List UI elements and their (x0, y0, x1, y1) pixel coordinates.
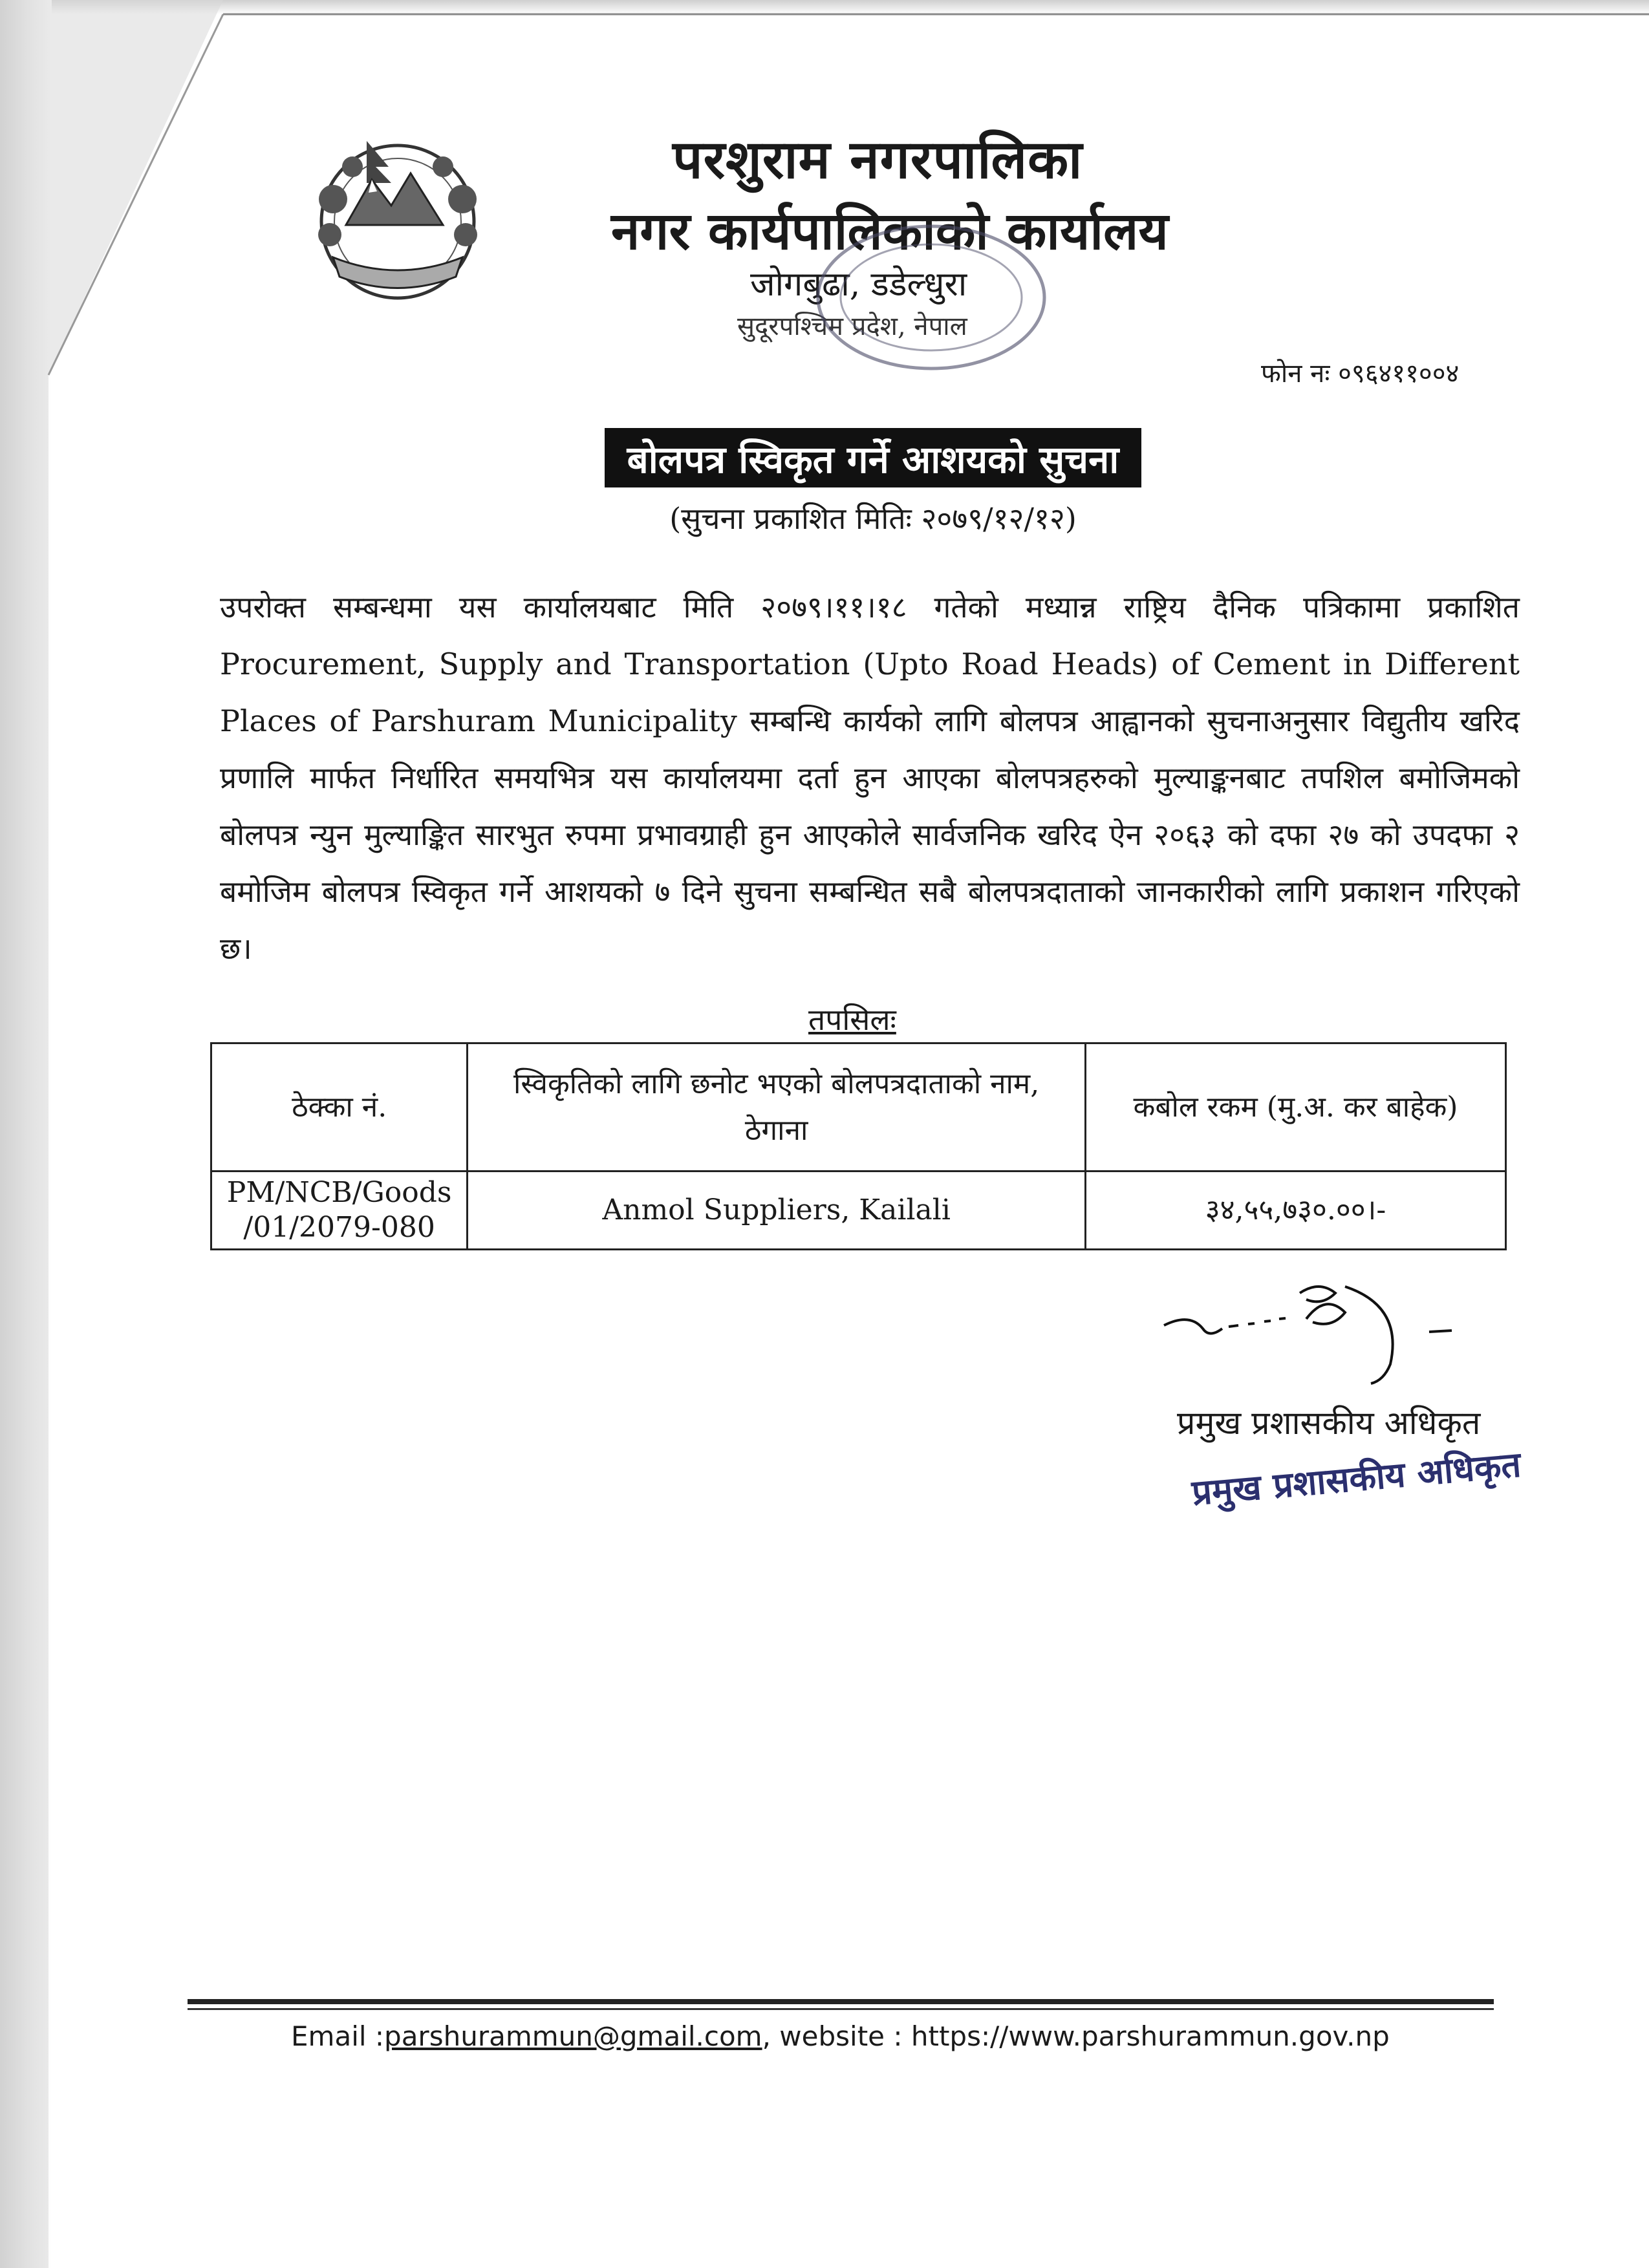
email-link[interactable]: parshurammun@gmail.com (384, 2020, 762, 2052)
notice-title: बोलपत्र स्विकृत गर्ने आशयको सुचना (605, 428, 1141, 487)
notice-body: उपरोक्त सम्बन्धमा यस कार्यालयबाट मिति २०७९।११।१८ गतेको मध्यान्न राष्ट्रिय दैनिक पत्रिकामा प्रकाशित Procurement, Supply and Transportation (Upto Road Heads) of Cement in Different Places of Parshuram Municipality सम्बन्धि कार्यको लागि बोलपत्र आह्वानको सुचनाअनुसार विद्युतीय खरिद प्रणालि मार्फत निर्धारित समयभित्र यस कार्यालयमा दर्ता हुन आएका बोलपत्रहरुको मुल्याङ्कनबाट तपशिल बमोजिमको बोलपत्र न्युन मुल्याङ्कित सारभुत रुपमा प्रभावग्राही हुन आएकोले सार्वजनिक खरिद ऐन २०६३ को दफा २७ को उपदफा २ बमोजिम बोलपत्र स्विकृत गर्ने आशयको ७ दिने सुचना सम्बन्धित सबै बोलपत्रदाताको जानकारीको लागि प्रकाशन गरिएको छ। (220, 590, 1520, 966)
table-row (211, 1171, 1506, 1250)
table-heading: तपसिलः (808, 1002, 896, 1037)
footer-rule (188, 1999, 1494, 2004)
column-header-amount: कबोल रकम (मु.अ. कर बाहेक) (1086, 1043, 1506, 1171)
cell-amount: ३४,५५,७३०.००।- (1086, 1171, 1506, 1250)
cell-contract-no: PM/NCB/Goods /01/2079-080 (211, 1171, 468, 1250)
phone-number: फोन नः ०९६४११००४ (1261, 359, 1460, 389)
contract-table (210, 1042, 1507, 1250)
table-header-row (211, 1043, 1506, 1171)
office-name: नगर कार्यपालिकाको कार्यालय (611, 200, 1169, 261)
website-text[interactable]: , website : https://www.parshurammun.gov.np (762, 2020, 1390, 2052)
handwritten-signature (1151, 1267, 1500, 1390)
office-stamp-icon (808, 217, 1054, 378)
office-location: जोगबुढा, डडेल्धुरा (750, 265, 967, 304)
org-name: परशुराम नगरपालिका (673, 129, 1083, 191)
cell-bidder: Anmol Suppliers, Kailali (468, 1171, 1086, 1250)
email-label: Email : (291, 2020, 385, 2052)
nepal-emblem-icon (294, 122, 501, 316)
column-header-bidder: स्विकृतिको लागि छनोट भएको बोलपत्रदाताको नाम, ठेगाना (468, 1043, 1086, 1171)
column-header-contract-no: ठेक्का नं. (211, 1043, 468, 1171)
office-province: सुदूरपश्चिम प्रदेश, नेपाल (737, 312, 967, 341)
footer-contact (291, 2020, 1390, 2052)
signatory-stamp: प्रमुख प्रशासकीय अधिकृत (1190, 1443, 1523, 1514)
notice-published-date: (सुचना प्रकाशित मितिः २०७९/१२/१२) (669, 501, 1077, 536)
signatory-designation: प्रमुख प्रशासकीय अधिकृत (1177, 1404, 1481, 1442)
footer-rule-thin (188, 2008, 1494, 2010)
